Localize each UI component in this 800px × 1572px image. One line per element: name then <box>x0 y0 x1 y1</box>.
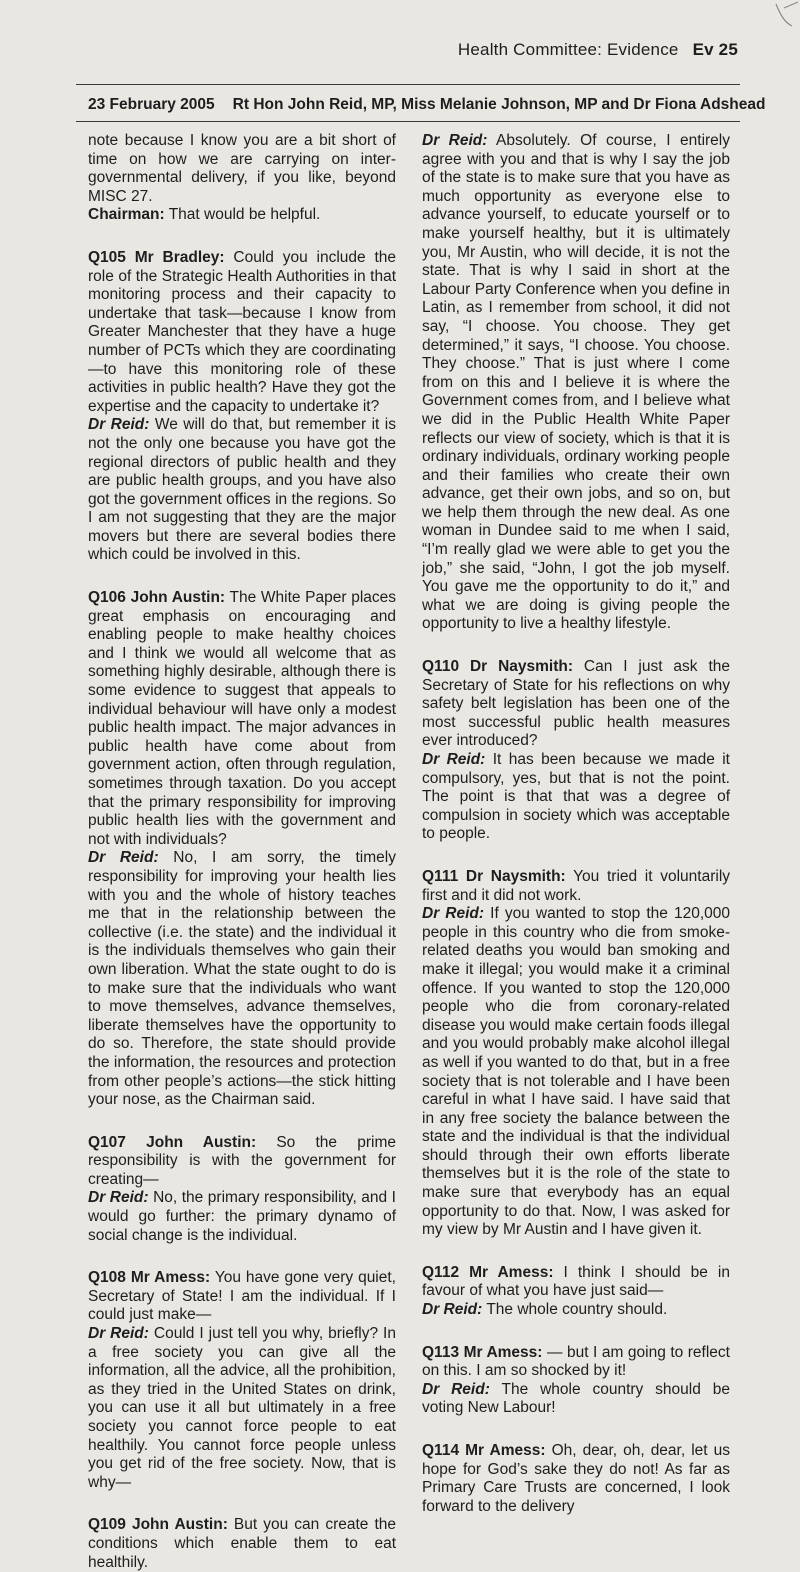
speech-text: If you wanted to stop the 120,000 people in this country who die from smoke-related deaths you would ban smoking and make it illegal; you would make it a criminal offence. If you wanted to stop the 120,000 people who die from coronary-related disease you would make certain foods illegal and you would probably make alcohol illegal as well if you wanted to do that, but in a free society that is not tolerable and I have been careful in what I have said. I have said that in any free society the balance between the state and the individual is that the individual should through their own efforts liberate themselves but it is the role of the state to make sure that everybody has an equal opportunity to do that. Now, I was asked for my view by Mr Austin and I have given it. <box>422 905 730 1239</box>
speech-text: The whole country should be voting New Labour! <box>422 1380 730 1417</box>
speaker-label: Q111 Dr Naysmith: <box>422 867 566 885</box>
transcript-paragraph <box>88 249 396 416</box>
speech-text: The whole country should. <box>486 1301 668 1319</box>
speech-text: Could I just tell you why, briefly? In a free society you can give all the information, all the advice, all the prohibition, as they tried in the United States on drink, you can use it all but ultimately in a free society you cannot force people to eat healthily. You cannot force people unless you get rid of the free society. Now, that is why— <box>88 1325 396 1491</box>
transcript-paragraph <box>88 849 396 1109</box>
speaker-label: Q105 Mr Bradley: <box>88 248 225 266</box>
speech-text: I think I should be in favour of what you have just said— <box>422 1263 730 1300</box>
transcript-paragraph <box>422 1264 730 1301</box>
speech-text: No, the primary responsibility, and I would go further: the primary dynamo of social change is the individual. <box>88 1189 396 1244</box>
speaker-label: Q106 John Austin: <box>88 589 226 607</box>
speech-text: Absolutely. Of course, I entirely agree with you and that is why I say the job of the state is to make sure that you have as much opportunity as everyone else to advance yourself, to educate yourself or to make yourself healthy, but it is ultimately you, Mr Austin, who will decide, it is not the state. That is why I said in short at the Labour Party Conference when you define in Latin, as I remember from school, it did not say, “I choose. You choose. They get determined,” it says, “I choose. You choose. They choose.” That is just where I come from on this and I believe it is where the Government comes from, and I believe what we did in the Public Health White Paper reflects our view of society, which is that it is ordinary individuals, ordinary working people and their families who create their own advance, get their own jobs, and so on, but we help them through the new deal. As one woman in Dundee said to me when I said, “I’m really glad we were able to get you the job,” she said, “John, I got the job myself. You gave me the opportunity to do it,” and what we are doing is giving people the opportunity to live a healthy lifestyle. <box>422 132 730 633</box>
transcript-paragraph <box>422 1442 730 1516</box>
speech-text: Could you include the role of the Strategic Health Authorities in that monitoring process and their capacity to undertake that task—because I know from Greater Manchester that they have a huge number of PCTs which they are coordinating—to have this monitoring role of these activities in public health? Have they got the expertise and the capacity to undertake it? <box>88 248 397 415</box>
transcript-paragraph <box>88 206 396 225</box>
speech-text: — but I am going to reflect on this. I am so shocked by it! <box>422 1343 730 1380</box>
transcript-paragraph <box>422 905 730 1240</box>
transcript-paragraph <box>88 132 396 206</box>
transcript-paragraph <box>422 658 730 751</box>
speech-text: No, I am sorry, the timely responsibility for improving your health lies with you and the whole of history teaches me that in the relationship between the collective (i.e. the state) and the individual it is the individuals themselves who gain their own liberation. What the state ought to do is to make sure that the individuals who want to move themselves, advance themselves, liberate themselves have the opportunity to do so. Therefore, the state should provide the information, the resources and protection from other people’s actions—the stick hitting your nose, as the Chairman said. <box>88 849 396 1109</box>
speaker-label: Q113 Mr Amess: <box>422 1343 543 1361</box>
transcript-paragraph <box>422 1301 730 1320</box>
speaker-label: Q108 Mr Amess: <box>88 1269 211 1287</box>
page-number: Ev 25 <box>692 40 738 59</box>
speech-text: We will do that, but remember it is not the only one because you have got the regional directors of public health and they are public health groups, and you have also got the government offices in the regions. So I am not suggesting that they are the major movers but there are several bodies there which could be involved in this. <box>88 416 396 564</box>
transcript-paragraph <box>88 589 396 849</box>
speech-text: So the prime responsibility is with the government for creating— <box>88 1133 396 1188</box>
speech-text: Oh, dear, oh, dear, let us hope for God’s sake they do not! As far as Primary Care Trusts are concerned, I look forward to the delivery <box>422 1442 730 1515</box>
speaker-label: Dr Reid: <box>422 132 488 149</box>
corner-scan-mark <box>740 0 800 60</box>
speech-text: That would be helpful. <box>168 206 321 224</box>
left-column <box>88 132 396 1572</box>
speaker-label: Dr Reid: <box>422 905 485 923</box>
speech-text: Can I just ask the Secretary of State for his reflections on why safety belt legislation has been one of the most successful public health measures ever introduced? <box>422 658 730 750</box>
speaker-label: Dr Reid: <box>88 1189 149 1207</box>
session-date: 23 February 2005 <box>88 96 215 113</box>
speaker-label: Dr Reid: <box>422 1380 490 1398</box>
header-rule-top <box>76 84 740 85</box>
transcript-paragraph <box>88 1325 396 1492</box>
transcript-paragraph <box>88 1134 396 1190</box>
speaker-label: Q109 John Austin: <box>88 1516 228 1534</box>
session-line <box>88 96 766 114</box>
transcript-paragraph <box>422 1381 730 1418</box>
speaker-label: Chairman: <box>88 206 165 224</box>
transcript-paragraph <box>422 751 730 844</box>
running-title: Health Committee: Evidence <box>457 40 679 59</box>
speech-text: You tried it voluntarily first and it did not work. <box>422 867 731 904</box>
speaker-label: Q112 Mr Amess: <box>422 1263 554 1281</box>
transcript-paragraph <box>88 1269 396 1325</box>
speech-text: The White Paper places great emphasis on encouraging and enabling people to make healthy choices and I think we would all welcome that as something highly desirable, although there is some evidence to suggest that appeals to individual behaviour will have only a modest public health impact. The major advances in public health have come about from government action, often through regulation, sometimes through taxation. Do you accept that the primary responsibility for improving public health lies with the government and not with individuals? <box>88 589 397 848</box>
speech-text: It has been because we made it compulsory, yes, but that is not the point. The point is that that was a degree of compulsion in society which was acceptable to people. <box>422 751 730 843</box>
speech-text: note because I know you are a bit short of time on how we are carrying on inter-governmental delivery, if you like, beyond MISC 27. <box>88 132 396 205</box>
speech-text: But you can create the conditions which enable them to eat healthily. <box>88 1516 397 1571</box>
transcript-paragraph <box>88 416 396 565</box>
transcript-paragraph <box>422 868 730 905</box>
transcript-paragraph <box>422 132 730 634</box>
speaker-label: Q114 Mr Amess: <box>422 1442 546 1459</box>
speaker-label: Q110 Dr Naysmith: <box>422 658 574 676</box>
speaker-label: Dr Reid: <box>88 849 159 867</box>
speech-text: You have gone very quiet, Secretary of State! I am the individual. If I could just make— <box>88 1269 396 1324</box>
transcript-paragraph <box>422 1344 730 1381</box>
right-column <box>422 132 730 1516</box>
header-rule-bottom <box>76 121 740 122</box>
speaker-label: Dr Reid: <box>422 751 486 768</box>
running-head <box>458 40 738 60</box>
witness-list: Rt Hon John Reid, MP, Miss Melanie Johnson, MP and Dr Fiona Adshead <box>232 96 766 113</box>
speaker-label: Q107 John Austin: <box>88 1133 257 1151</box>
speaker-label: Dr Reid: <box>88 416 150 434</box>
speaker-label: Dr Reid: <box>88 1325 149 1343</box>
transcript-paragraph <box>88 1189 396 1245</box>
speaker-label: Dr Reid: <box>422 1301 483 1319</box>
transcript-paragraph <box>88 1516 396 1572</box>
